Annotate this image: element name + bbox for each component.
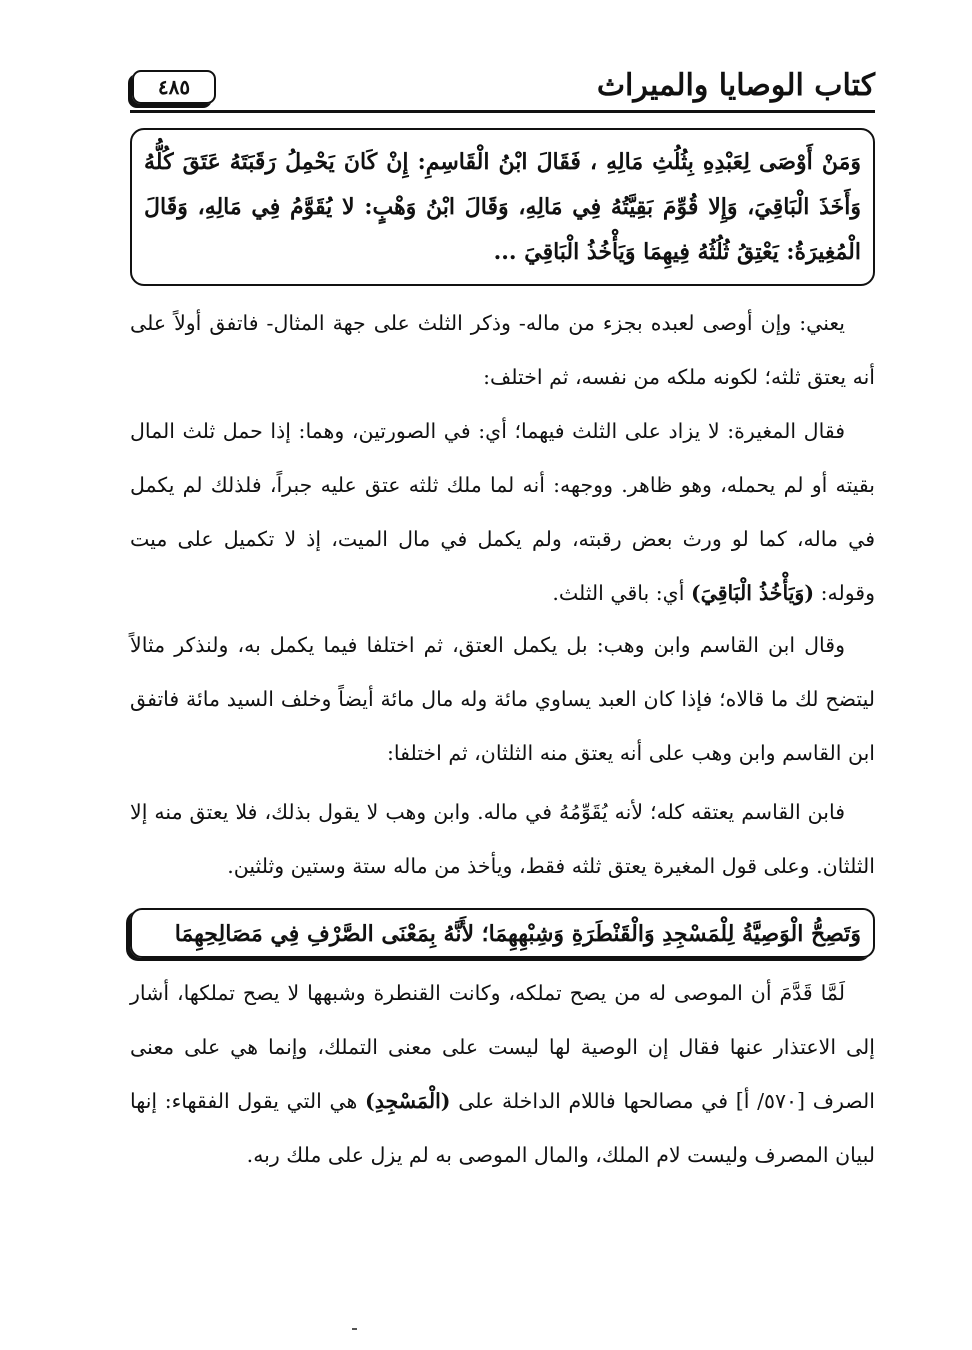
commentary-paragraph-5 [130, 966, 875, 1182]
matn-box-1 [130, 128, 875, 286]
commentary-paragraph-3 [130, 618, 875, 780]
commentary-text: فابن القاسم يعتقه كله؛ لأنه يُقَوِّمُهُ في ماله. وابن وهب لا يقول بذلك، فلا يعتق منه إلا الثلثان. وعلى قول المغيرة يعتق ثلثه فقط، ويأخذ من ماله ستة وستين وثلثين. [130, 800, 875, 878]
matn-quote: (وَيَأْخُذُ الْبَاقِيَ) [690, 581, 815, 605]
commentary-paragraph-1 [130, 296, 875, 404]
commentary-paragraph-4 [130, 785, 875, 893]
commentary-text: يعني: وإن أوصى لعبده بجزء من ماله- وذكر الثلث على جهة المثال- فاتفق أولاً على أنه يعتق ثلثه؛ لكونه ملكه من نفسه، ثم اختلف: [130, 311, 875, 389]
commentary-text: لَمَّا قَدَّمَ أن الموصى له من يصح تملكه، وكانت القنطرة وشبهها لا يصح تملكها، أشار إلى الاعتذار عنها فقال إن الوصية لها ليست على معنى التملك، وإنما هي على معنى الصرف [٥٧٠/ أ] في مصالحها فاللام الداخلة على [130, 981, 875, 1113]
matn-text: وَمَنْ أَوْصَى لِعَبْدِهِ بِثُلُثِ مَالِهِ ، فَقَالَ ابْنُ الْقَاسِمِ: إِنْ كَانَ يَحْمِلُ رَقَبَتَهُ عَتَقَ كُلُّهُ وَأَخَذَ الْبَاقِيَ، وَإِلا قُوِّمَ بَقِيَّتُهُ فِي مَالِهِ، وَقَالَ ابْنُ وَهْبٍ: لا يُقَوَّمُ فِي مَالِهِ، وَقَالَ الْمُغِيرَةُ: يَعْتِقُ ثُلُثُهُ فِيهِمَا وَيَأْخُذُ الْبَاقِيَ ... [144, 149, 861, 265]
header-divider [130, 110, 875, 113]
matn-text: وَتَصِحُّ الْوَصِيَّةُ لِلْمَسْجِدِ وَالْقَنْطَرَةِ وَشِبْهِهِمَا؛ لأَنَّهُ بِمَعْنَى الصَّرْفِ فِي مَصَالِحِهِمَا [174, 921, 861, 947]
matn-quote: (الْمَسْجِدِ) [365, 1089, 451, 1113]
book-title: كتاب الوصايا والميراث [596, 68, 875, 103]
commentary-paragraph-2 [130, 404, 875, 620]
commentary-text: وقال ابن القاسم وابن وهب: بل يكمل العتق، ثم اختلفا فيما يكمل به، ولنذكر مثالاً ليتضح لك ما قالاه؛ فإذا كان العبد يساوي مائة وله مال مائة أيضاً وخلف السيد مائة فاتفق ابن القاسم وابن وهب على أنه يعتق منه الثلثان، ثم اختلفا: [130, 633, 875, 765]
commentary-text: هي التي يقول الفقهاء: إنها لبيان المصرف وليست لام الملك، والمال الموصى به لم يزل على ملك ربه. [130, 1089, 875, 1167]
commentary-text: فقال المغيرة: لا يزاد على الثلث فيهما؛ أي: في الصورتين، وهما: إذا حمل ثلث المال بقيته أو لم يحمله، وهو ظاهر. ووجهه: أنه لما ملك ثلثه عتق عليه جبراً، فلذلك لم يكمل في ماله، كما لو ورث بعض رقبته، ولم يكمل في مال الميت، إذ لا تكميل على ميت وقوله: [130, 419, 875, 605]
scan-speck [352, 1328, 357, 1330]
commentary-text: أي: باقي الثلث. [552, 581, 685, 605]
matn-box-2 [130, 908, 875, 958]
page-header [130, 66, 875, 114]
page-number-badge: ٤٨٥ [132, 70, 216, 104]
